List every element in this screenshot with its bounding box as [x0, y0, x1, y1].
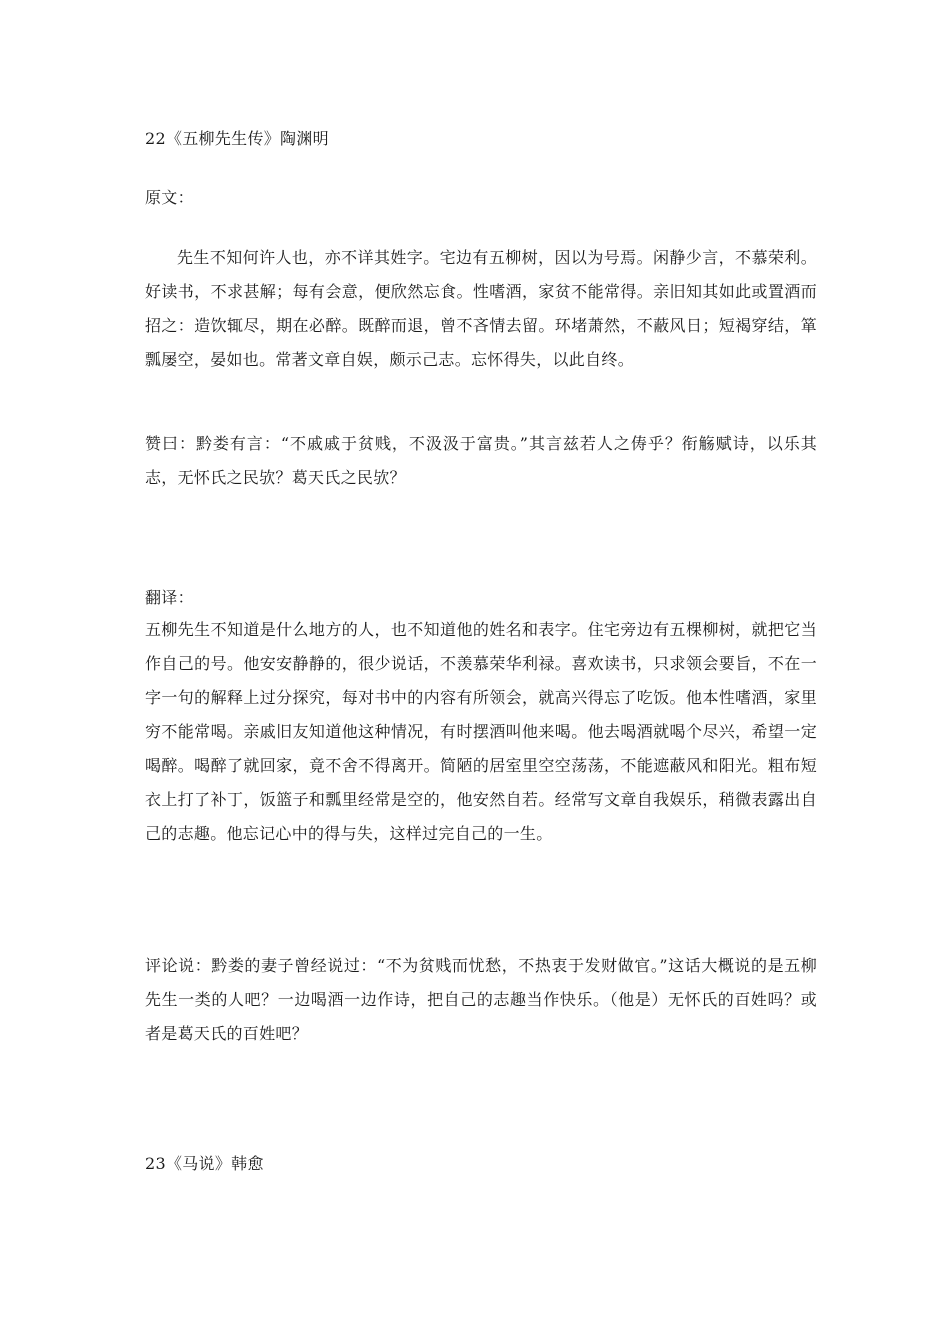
translation-paragraph: [145, 613, 817, 851]
zan-paragraph: [145, 427, 817, 495]
translation-label: 翻译：: [145, 588, 194, 607]
section-22-title: 22《五柳先生传》陶渊明: [145, 129, 329, 148]
section-23-title: 23《马说》韩愈: [145, 1154, 264, 1173]
original-text-label: 原文：: [145, 188, 194, 207]
original-text: 先生不知何许人也，亦不详其姓字。宅边有五柳树，因以为号焉。闲静少言，不慕荣利。好读书，不求甚解；每有会意，便欣然忘食。性嗜酒，家贫不能常得。亲旧知其如此或置酒而招之：造饮辄尽，期在必醉。既醉而退，曾不吝情去留。环堵萧然，不蔽风日；短褐穿结，箪瓢屡空，晏如也。常著文章自娱，颇示己志。忘怀得失，以此自终。: [145, 248, 817, 369]
comment-text: 评论说：黔娄的妻子曾经说过：“不为贫贱而忧愁，不热衷于发财做官。”这话大概说的是五柳先生一类的人吧？一边喝酒一边作诗，把自己的志趣当作快乐。（他是）无怀氏的百姓吗？或者是葛天氏的百姓吧？: [145, 956, 817, 1043]
comment-paragraph: [145, 949, 817, 1051]
translation-text: 五柳先生不知道是什么地方的人，也不知道他的姓名和表字。住宅旁边有五棵柳树，就把它当作自己的号。他安安静静的，很少说话，不羡慕荣华利禄。喜欢读书，只求领会要旨，不在一字一句的解释上过分探究，每对书中的内容有所领会，就高兴得忘了吃饭。他本性嗜酒，家里穷不能常喝。亲戚旧友知道他这种情况，有时摆酒叫他来喝。他去喝酒就喝个尽兴，希望一定喝醉。喝醉了就回家，竟不舍不得离开。简陋的居室里空空荡荡，不能遮蔽风和阳光。粗布短衣上打了补丁，饭篮子和瓢里经常是空的，他安然自若。经常写文章自我娱乐，稍微表露出自己的志趣。他忘记心中的得与失，这样过完自己的一生。: [145, 620, 817, 843]
zan-text: 赞曰：黔娄有言：“不戚戚于贫贱，不汲汲于富贵。”其言兹若人之俦乎？衔觞赋诗，以乐其志，无怀氏之民欤？葛天氏之民欤？: [145, 434, 817, 487]
original-text-paragraph: [145, 241, 817, 377]
